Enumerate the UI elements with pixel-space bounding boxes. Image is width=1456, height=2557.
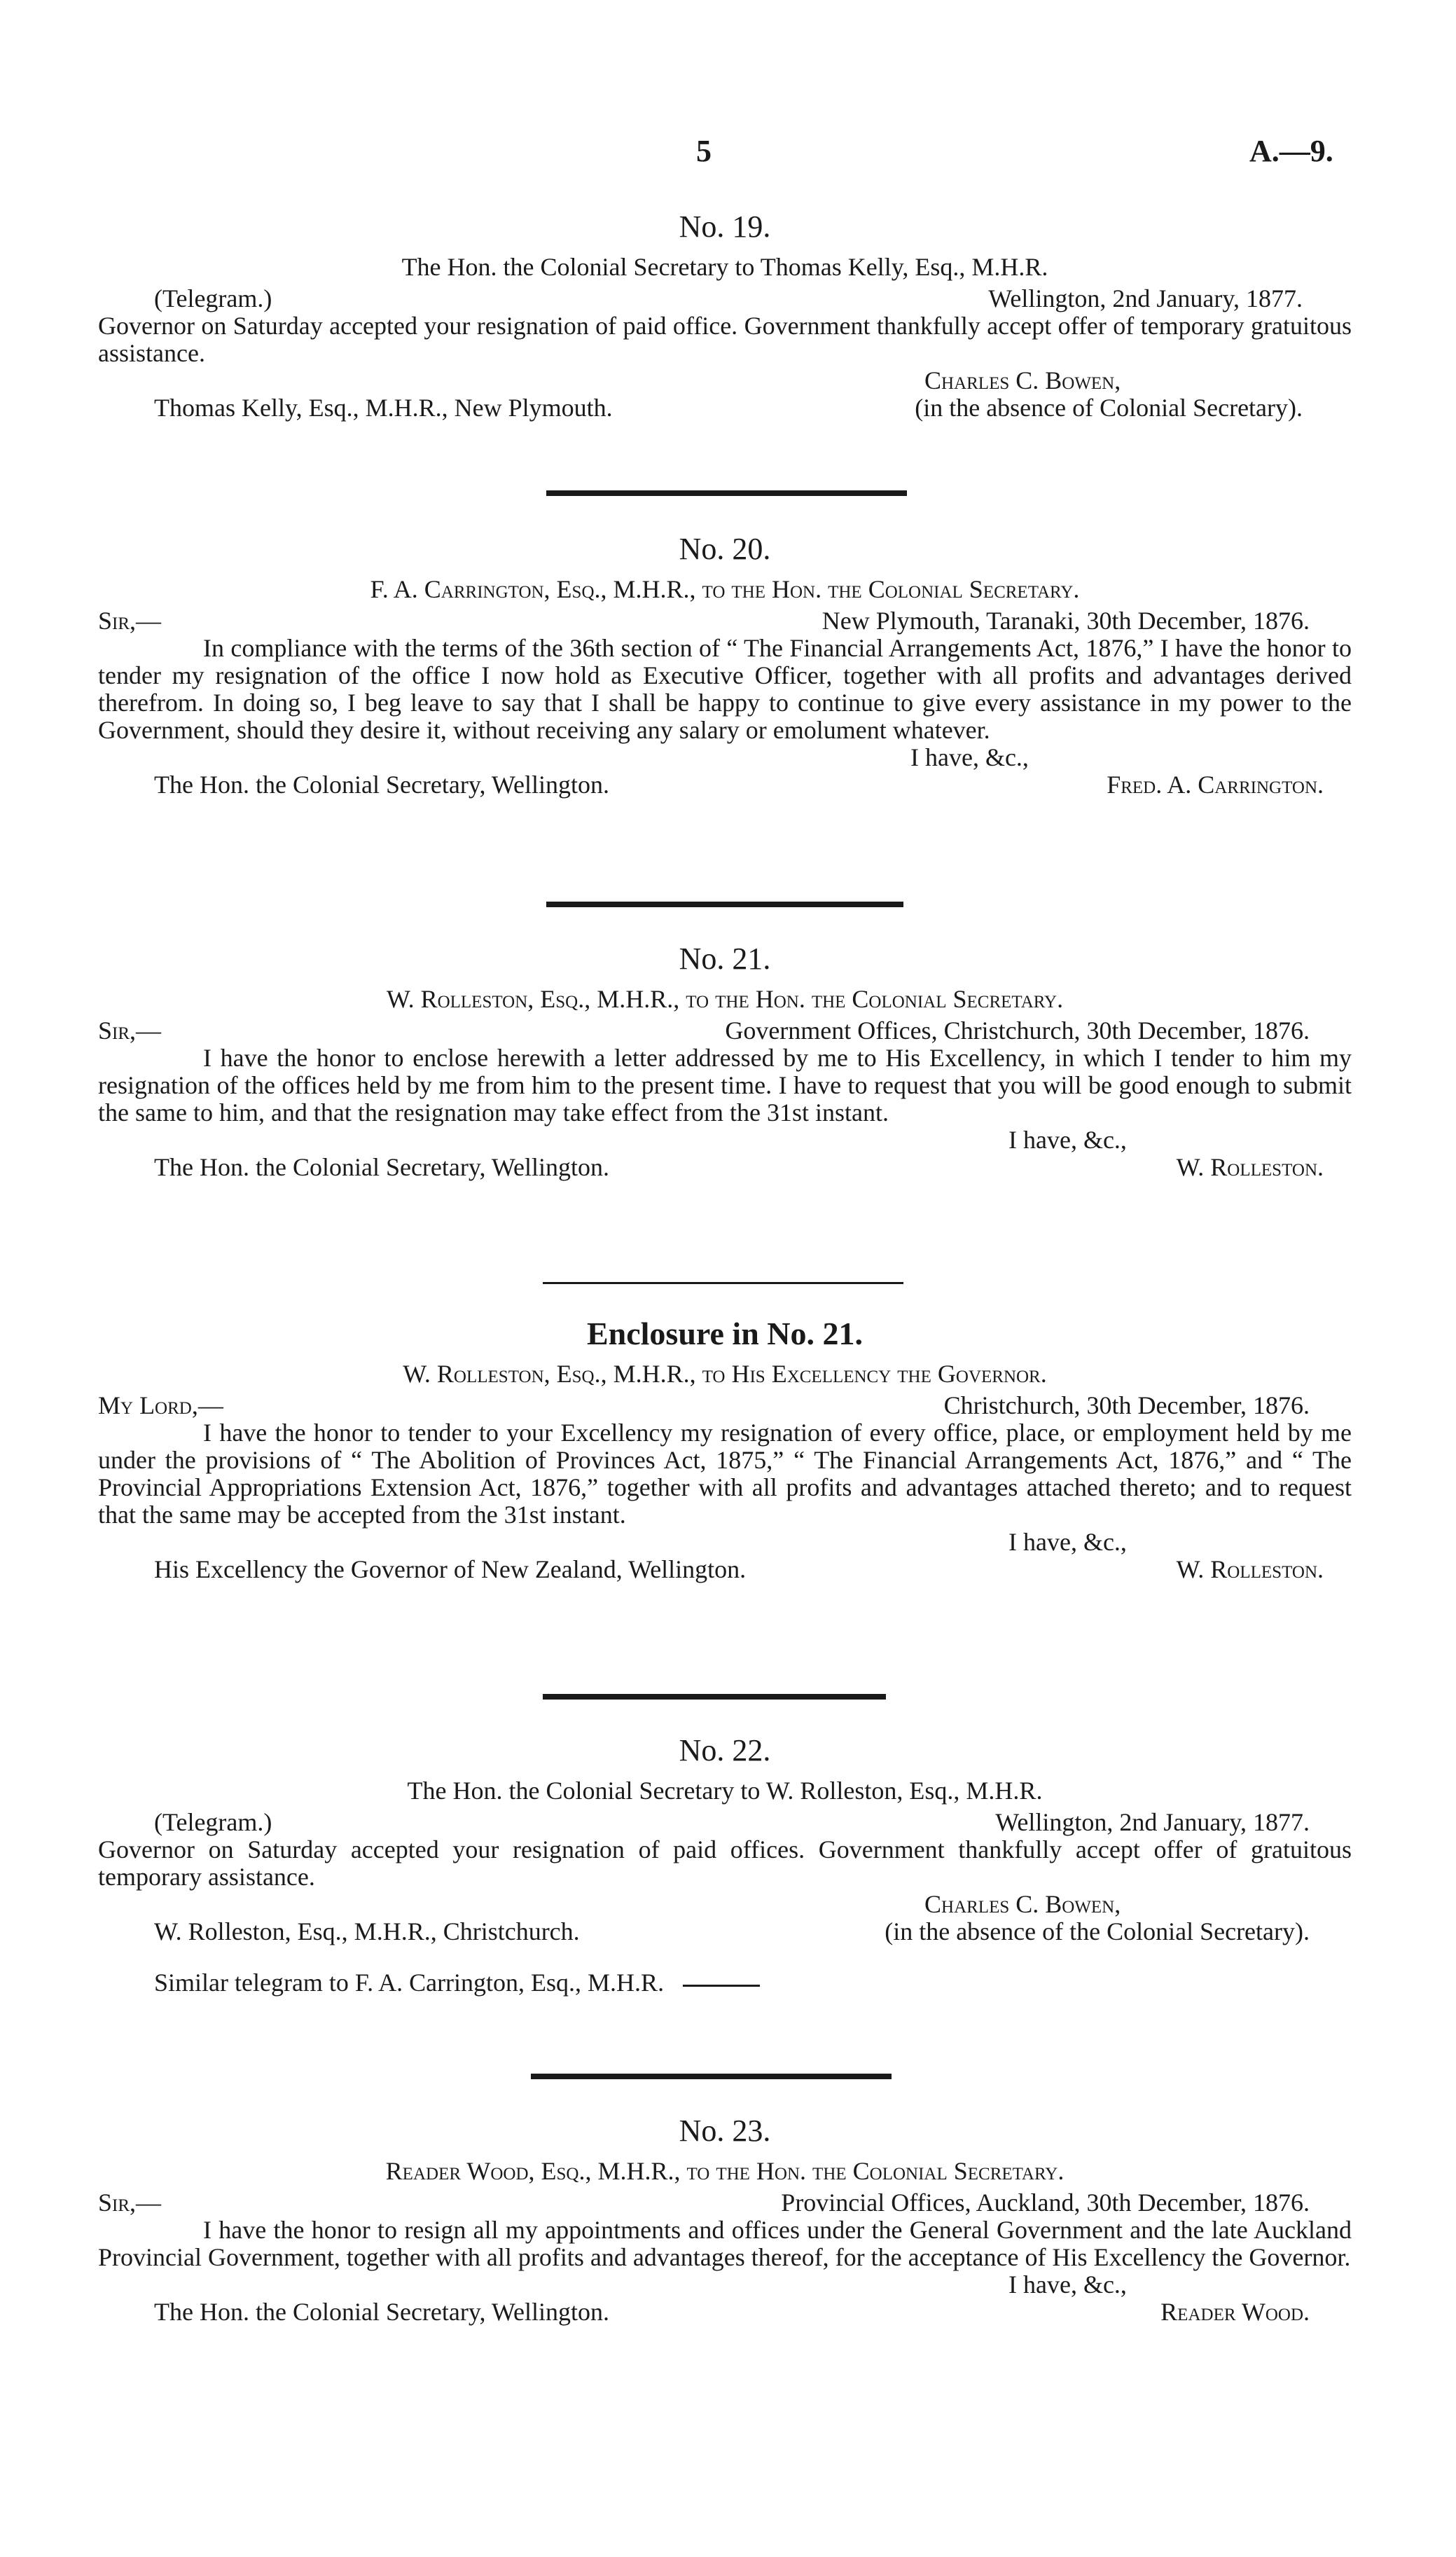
place-date: Wellington, 2nd January, 1877.: [995, 1808, 1310, 1836]
letter-no23: [98, 2114, 1352, 2326]
letter-title: Enclosure in No. 21.: [586, 1316, 864, 1351]
letter-title: No. 23.: [679, 2114, 771, 2148]
place-date: Christchurch, 30th December, 1876.: [943, 1391, 1310, 1419]
letter-title: No. 19.: [679, 209, 771, 244]
letter-body: I have the honor to resign all my appointments and offices under the General Government and the late Auckland Provincial Government, together with all profits and advantages thereof, for the acceptance of His Excellency the Governor.: [98, 2216, 1352, 2271]
place-date: New Plymouth, Taranaki, 30th December, 1876.: [821, 607, 1310, 635]
similar-telegram-note: Similar telegram to F. A. Carrington, Esq., M.H.R.: [154, 1969, 665, 1997]
signer-note: (in the absence of Colonial Secretary).: [915, 394, 1303, 422]
letter-title: No. 21.: [679, 942, 771, 976]
telegram-label: (Telegram.): [154, 284, 272, 312]
letter-subtitle: W. Rolleston, Esq., M.H.R., to the Hon. the Colonial Secretary.: [386, 985, 1064, 1013]
salutation: Sir,—: [98, 1016, 162, 1045]
signer: Charles C. Bowen,: [924, 1890, 1121, 1918]
letter-subtitle: The Hon. the Colonial Secretary to Thomas Kelly, Esq., M.H.R.: [401, 253, 1048, 281]
place-date: Government Offices, Christchurch, 30th December, 1876.: [725, 1016, 1310, 1045]
letter-title: No. 22.: [679, 1733, 771, 1767]
section-divider: [546, 490, 907, 496]
letter-body: I have the honor to tender to your Excellency my resignation of every office, place, or employment held by me under the provisions of “ The Abolition of Provinces Act, 1875,” “ The Financial Arrangements Act, 1876,” and “ The Provincial Appropriations Extension Act, 1876,” together with all profits and advantages attached thereto; and to request that the same may be accepted from the 31st instant.: [98, 1419, 1352, 1529]
section-divider: [543, 1282, 903, 1284]
letter-no22: [98, 1734, 1352, 1997]
salutation: Sir,—: [98, 607, 162, 635]
addressee: W. Rolleston, Esq., M.H.R., Christchurch.: [154, 1917, 580, 1945]
letter-subtitle: W. Rolleston, Esq., M.H.R., to His Excellency the Governor.: [403, 1360, 1047, 1388]
place-date: Provincial Offices, Auckland, 30th December, 1876.: [781, 2189, 1310, 2217]
closing: I have, &c.,: [1008, 1528, 1127, 1556]
section-divider: [546, 902, 903, 907]
document-reference: A.—9.: [1249, 134, 1333, 168]
enclosure-no21: [98, 1317, 1352, 1583]
salutation: Sir,—: [98, 2189, 162, 2217]
signer: W. Rolleston.: [1176, 1555, 1324, 1583]
telegram-label: (Telegram.): [154, 1808, 272, 1836]
signer: Charles C. Bowen,: [924, 366, 1121, 394]
section-divider: [531, 2074, 892, 2079]
letter-subtitle: The Hon. the Colonial Secretary to W. Rolleston, Esq., M.H.R.: [407, 1777, 1043, 1805]
signer-note: (in the absence of the Colonial Secretary).: [885, 1917, 1310, 1945]
section-divider: [543, 1694, 886, 1700]
letter-body: I have the honor to enclose herewith a letter addressed by me to His Excellency, in which I tender to him my resignation of the offices held by me from him to the present time. I have to request that you will be good enough to submit the same to him, and that the resignation may take effect from the 31st instant.: [98, 1044, 1352, 1126]
salutation: My Lord,—: [98, 1391, 223, 1419]
letter-body: Governor on Saturday accepted your resignation of paid offices. Government thankfully accept offer of gratuitous temporary assistance.: [98, 1835, 1352, 1891]
short-divider: [683, 1985, 760, 1987]
addressee: The Hon. the Colonial Secretary, Wellington.: [154, 1153, 609, 1181]
closing: I have, &c.,: [910, 743, 1029, 771]
closing: I have, &c.,: [1008, 1126, 1127, 1154]
letter-subtitle: F. A. Carrington, Esq., M.H.R., to the Hon. the Colonial Secretary.: [370, 575, 1080, 603]
letter-no20: [98, 532, 1352, 799]
addressee: His Excellency the Governor of New Zealand, Wellington.: [154, 1555, 747, 1583]
letter-no19: [98, 210, 1352, 422]
letter-body: Governor on Saturday accepted your resignation of paid office. Government thankfully accept offer of temporary gratuitous assistance.: [98, 312, 1352, 367]
addressee: The Hon. the Colonial Secretary, Wellington.: [154, 771, 609, 799]
page-number: 5: [696, 134, 712, 168]
letter-subtitle: Reader Wood, Esq., M.H.R., to the Hon. the Colonial Secretary.: [385, 2157, 1065, 2185]
letter-no21: [98, 942, 1352, 1181]
signer: Fred. A. Carrington.: [1107, 771, 1324, 799]
letter-body: In compliance with the terms of the 36th section of “ The Financial Arrangements Act, 1876,” I have the honor to tender my resignation of the office I now hold as Executive Officer, together with all profits and advantages derived therefrom. In doing so, I beg leave to say that I shall be happy to continue to give every assistance in my power to the Government, should they desire it, without receiving any salary or emolument whatever.: [98, 634, 1352, 744]
letter-title: No. 20.: [679, 532, 771, 566]
addressee: The Hon. the Colonial Secretary, Wellington.: [154, 2298, 609, 2326]
place-date: Wellington, 2nd January, 1877.: [988, 284, 1303, 312]
signer: Reader Wood.: [1160, 2298, 1310, 2326]
signer: W. Rolleston.: [1176, 1153, 1324, 1181]
addressee: Thomas Kelly, Esq., M.H.R., New Plymouth.: [154, 394, 613, 422]
closing: I have, &c.,: [1008, 2270, 1127, 2298]
